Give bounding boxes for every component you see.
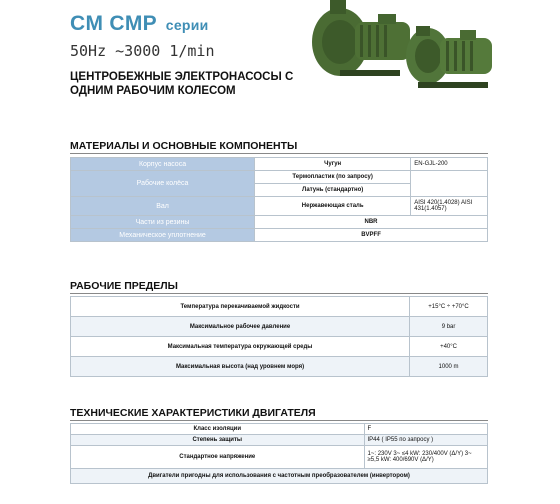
limits-heading: РАБОЧИЕ ПРЕДЕЛЫ (70, 280, 178, 292)
table-row: Двигатели пригодны для использования с частотным преобразователем (инвертором) (71, 469, 488, 484)
table-row: Стандартное напряжение 1~: 230V 3~ ≤4 kW: 230/400V (Δ/Y) 3~ ≥5,5 kW: 400/690V (Δ/Y) (71, 446, 488, 469)
materials-table (70, 157, 488, 242)
product-description: ЦЕНТРОБЕЖНЫЕ ЭЛЕКТРОНАСОСЫ С ОДНИМ РАБОЧИМ КОЛЕСОМ (70, 71, 294, 97)
divider (70, 420, 488, 421)
motor-table (70, 423, 488, 484)
table-row: Вал Нержавеющая сталь AISI 420(1.4028) AISI 431(1.4057) (71, 197, 488, 216)
materials-heading: МАТЕРИАЛЫ И ОСНОВНЫЕ КОМПОНЕНТЫ (70, 140, 298, 152)
table-row: Класс изоляции F (71, 424, 488, 435)
table-row: Латунь (стандартно) (71, 184, 488, 197)
table-row: Температура перекачиваемой жидкости +15°C ÷ +70°C (71, 297, 488, 317)
table-row: Механическое уплотнение BVPFF (71, 229, 488, 242)
table-row: Части из резины NBR (71, 216, 488, 229)
divider (70, 153, 488, 154)
table-row: Максимальное рабочее давление 9 bar (71, 317, 488, 337)
limits-table (70, 296, 488, 377)
table-row: Максимальная высота (над уровнем моря) 1000 m (71, 357, 488, 377)
table-row: Корпус насоса Чугун EN-GJL-200 (71, 158, 488, 171)
table-row: Рабочие колёса Термопластик (по запросу) (71, 171, 488, 184)
motor-heading: ТЕХНИЧЕСКИЕ ХАРАКТЕРИСТИКИ ДВИГАТЕЛЯ (70, 407, 316, 419)
series-title: CM CMP серии (70, 12, 209, 35)
divider (70, 293, 488, 294)
pump-illustration (300, 0, 500, 96)
frequency-label: 50Hz ~3000 1/min (70, 42, 215, 60)
table-row: Степень защиты IP44 ( IP55 по запросу ) (71, 435, 488, 446)
table-row: Максимальная температура окружающей среды +40°C (71, 337, 488, 357)
